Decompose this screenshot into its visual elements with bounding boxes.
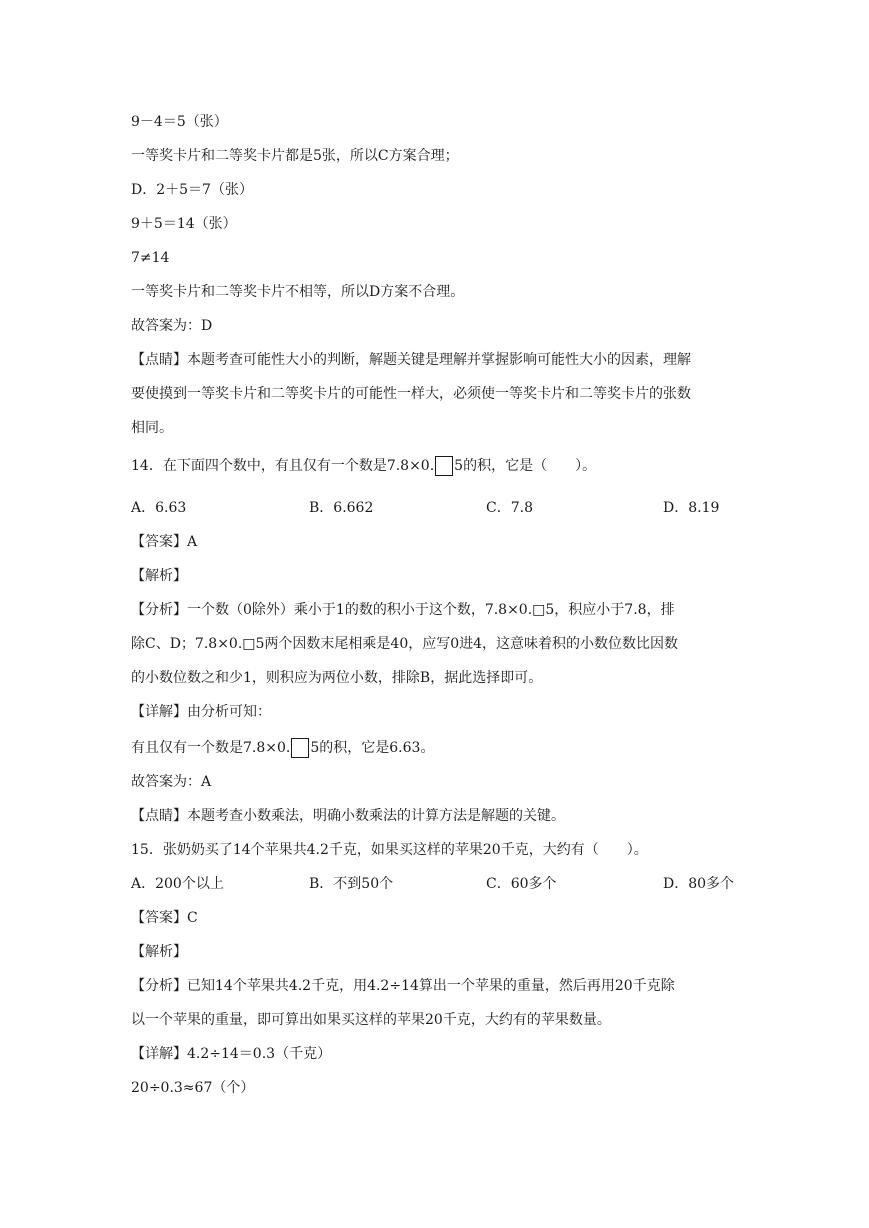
text-line: 【详解】4.2÷14＝0.3（千克） [131, 1046, 332, 1062]
text-line: 一等奖卡片和二等奖卡片都是5张，所以C方案合理； [131, 148, 459, 164]
text-line [131, 738, 434, 758]
option-d: D．8.19 [663, 500, 720, 516]
text-line: D．2＋5＝7（张） [131, 182, 253, 198]
text-line: 【点睛】本题考查可能性大小的判断，解题关键是理解并掌握影响可能性大小的因素，理解 [131, 352, 691, 368]
text-line: 一等奖卡片和二等奖卡片不相等，所以D方案不合理。 [131, 284, 465, 300]
detail-text: 有且仅有一个数是7.8×0. [131, 740, 291, 756]
option-d: D．80多个 [663, 876, 735, 892]
text-line: 【分析】一个数（0除外）乘小于1的数的积小于这个数，7.8×0.□5，积应小于7.8，排 [131, 602, 675, 618]
answer-line: 【答案】C [131, 910, 198, 926]
option-b: B．6.662 [309, 500, 374, 516]
answer-line: 【答案】A [131, 534, 198, 550]
question-14-stem [131, 456, 596, 476]
text-line: 要使摸到一等奖卡片和二等奖卡片的可能性一样大，必须使一等奖卡片和二等奖卡片的张数 [131, 386, 691, 402]
option-c: C．60多个 [486, 876, 557, 892]
option-a: A．200个以上 [131, 876, 224, 892]
text-line: 20÷0.3≈67（个） [131, 1080, 255, 1096]
text-line: 故答案为：A [131, 774, 212, 790]
text-line: 【详解】由分析可知： [131, 704, 271, 720]
option-c: C．7.8 [486, 500, 533, 516]
stem-text: 5的积，它是（ ）。 [454, 458, 597, 474]
blank-box [435, 456, 453, 476]
stem-text: 14．在下面四个数中，有且仅有一个数是7.8×0. [131, 458, 435, 474]
text-line: 9－4＝5（张） [131, 114, 228, 130]
text-line: 的小数位数之和少1，则积应为两位小数，排除B，据此选择即可。 [131, 670, 543, 686]
text-line: 【分析】已知14个苹果共4.2千克，用4.2÷14算出一个苹果的重量，然后再用20千克除 [131, 978, 675, 994]
text-line: 7≠14 [131, 250, 170, 266]
text-line: 以一个苹果的重量，即可算出如果买这样的苹果20千克，大约有的苹果数量。 [131, 1012, 611, 1028]
question-15-stem: 15．张奶奶买了14个苹果共4.2千克，如果买这样的苹果20千克，大约有（ ）。 [131, 842, 648, 858]
option-a: A．6.63 [131, 500, 187, 516]
blank-box [291, 738, 309, 758]
section-heading: 【解析】 [131, 944, 187, 960]
option-b: B．不到50个 [309, 876, 394, 892]
text-line: 【点睛】本题考查小数乘法，明确小数乘法的计算方法是解题的关键。 [131, 808, 565, 824]
text-line: 9＋5＝14（张） [131, 216, 237, 232]
detail-text: 5的积，它是6.63。 [310, 740, 435, 756]
text-line: 除C、D；7.8×0.□5两个因数末尾相乘是40，应写0进4，这意味着积的小数位数比因数 [131, 636, 679, 652]
text-line: 相同。 [131, 420, 173, 436]
text-line: 故答案为：D [131, 318, 213, 334]
section-heading: 【解析】 [131, 568, 187, 584]
